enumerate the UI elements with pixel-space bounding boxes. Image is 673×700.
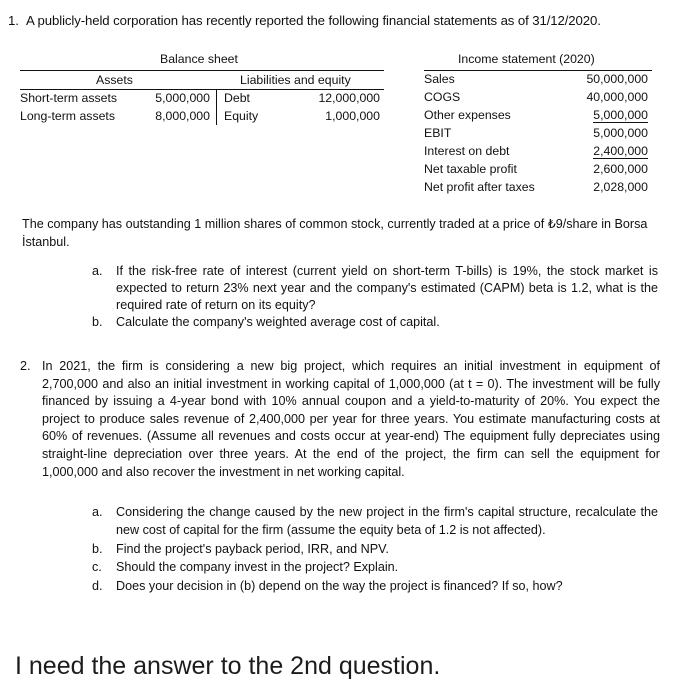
- question-2-text: In 2021, the firm is considering a new big project, which requires an initial investment in equipment of 2,700,000 and also an initial investment in working capital of 1,000,000 (at t = 0). The investment will be fully financed by issuing a 4-year bond with 10% annual coupon and a yield-to-maturity of 20%. You expect the project to produce sales revenue of 2,400,000 per year for three years. You estimate manufacturing costs at 60% of revenues. (Assume all revenues and costs occur at year-end) The equipment fully depreciates using straight-line depreciation over three years. At the end of the project, the firm can sell the equipment for 1,000,000 and also recover the investment in net working capital.: [42, 359, 660, 479]
- part-text: Find the project's payback period, IRR, and NPV.: [116, 541, 389, 556]
- income-value: 50,000,000: [586, 72, 648, 86]
- income-row-cogs: [424, 88, 652, 106]
- income-label: Net taxable profit: [424, 162, 517, 176]
- liability-value: 12,000,000: [318, 91, 380, 105]
- income-value: 2,400,000: [593, 144, 648, 158]
- part-marker: b.: [92, 541, 103, 556]
- question-1-part-a: [92, 263, 658, 314]
- question-1-text: A publicly-held corporation has recently reported the following financial statements as of 31/12/2020.: [26, 13, 601, 28]
- question-1-parts: [92, 263, 658, 331]
- liability-value: 1,000,000: [325, 109, 380, 123]
- liabilities-header: Liabilities and equity: [240, 73, 351, 87]
- balance-sheet-title: Balance sheet: [160, 52, 238, 66]
- question-2-number: 2.: [20, 359, 31, 373]
- question-2-part-d: [92, 577, 658, 595]
- income-label: Other expenses: [424, 108, 511, 122]
- balance-sheet-row: [20, 89, 384, 107]
- part-marker: b.: [92, 315, 103, 329]
- question-2: [20, 358, 660, 481]
- income-row-interest: [424, 142, 652, 160]
- part-text: Calculate the company's weighted average cost of capital.: [116, 315, 440, 329]
- income-value: 40,000,000: [586, 90, 648, 104]
- income-label: Net profit after taxes: [424, 180, 535, 194]
- income-label: EBIT: [424, 126, 452, 140]
- question-1-intro: [8, 13, 601, 28]
- income-row-sales: [424, 70, 652, 88]
- income-label: Interest on debt: [424, 144, 510, 158]
- part-marker: c.: [92, 560, 102, 575]
- part-marker: a.: [92, 505, 103, 519]
- income-statement-title: Income statement (2020): [458, 52, 595, 66]
- question-1-part-b: [92, 314, 658, 331]
- income-value: 5,000,000: [593, 126, 648, 140]
- income-label: COGS: [424, 90, 461, 104]
- income-row-net-taxable: [424, 160, 652, 178]
- assets-header: Assets: [96, 73, 133, 87]
- asset-label: Long-term assets: [20, 109, 116, 123]
- asset-value: 5,000,000: [155, 91, 210, 105]
- user-question: I need the answer to the 2nd question.: [15, 652, 441, 680]
- income-label: Sales: [424, 72, 455, 86]
- part-marker: a.: [92, 264, 103, 278]
- question-2-part-b: [92, 540, 658, 558]
- part-text: Does your decision in (b) depend on the way the project is financed? If so, how?: [116, 578, 563, 593]
- balance-sheet-header: [20, 70, 384, 90]
- asset-label: Short-term assets: [20, 91, 118, 105]
- question-2-part-c: [92, 558, 658, 576]
- income-value: 2,600,000: [593, 162, 648, 176]
- balance-sheet-row: [20, 107, 384, 125]
- part-marker: d.: [92, 578, 103, 593]
- income-row-net-profit: [424, 178, 652, 196]
- question-1-number: 1.: [8, 13, 19, 28]
- part-text: Considering the change caused by the new project in the firm's capital structure, recalculate the new cost of capital for the firm (assume the equity beta of 1.2 is not affected).: [116, 505, 658, 538]
- liability-label: Debt: [224, 91, 250, 105]
- shares-paragraph: The company has outstanding 1 million shares of common stock, currently traded at a price of ₺9/share in Borsa İstanbul.: [22, 217, 648, 249]
- liability-label: Equity: [224, 109, 259, 123]
- income-value: 5,000,000: [593, 108, 648, 122]
- part-text: If the risk-free rate of interest (current yield on short-term T-bills) is 19%, the stock market is expected to return 23% next year and the company's estimated (CAPM) beta is 1.2, what is the required rate of return on its equity?: [116, 264, 658, 312]
- income-row-other-expenses: [424, 106, 652, 124]
- part-text: Should the company invest in the project? Explain.: [116, 560, 399, 575]
- question-2-part-a: [92, 503, 658, 540]
- income-value: 2,028,000: [593, 180, 648, 194]
- income-row-ebit: [424, 124, 652, 142]
- asset-value: 8,000,000: [155, 109, 210, 123]
- question-2-parts: [92, 503, 658, 595]
